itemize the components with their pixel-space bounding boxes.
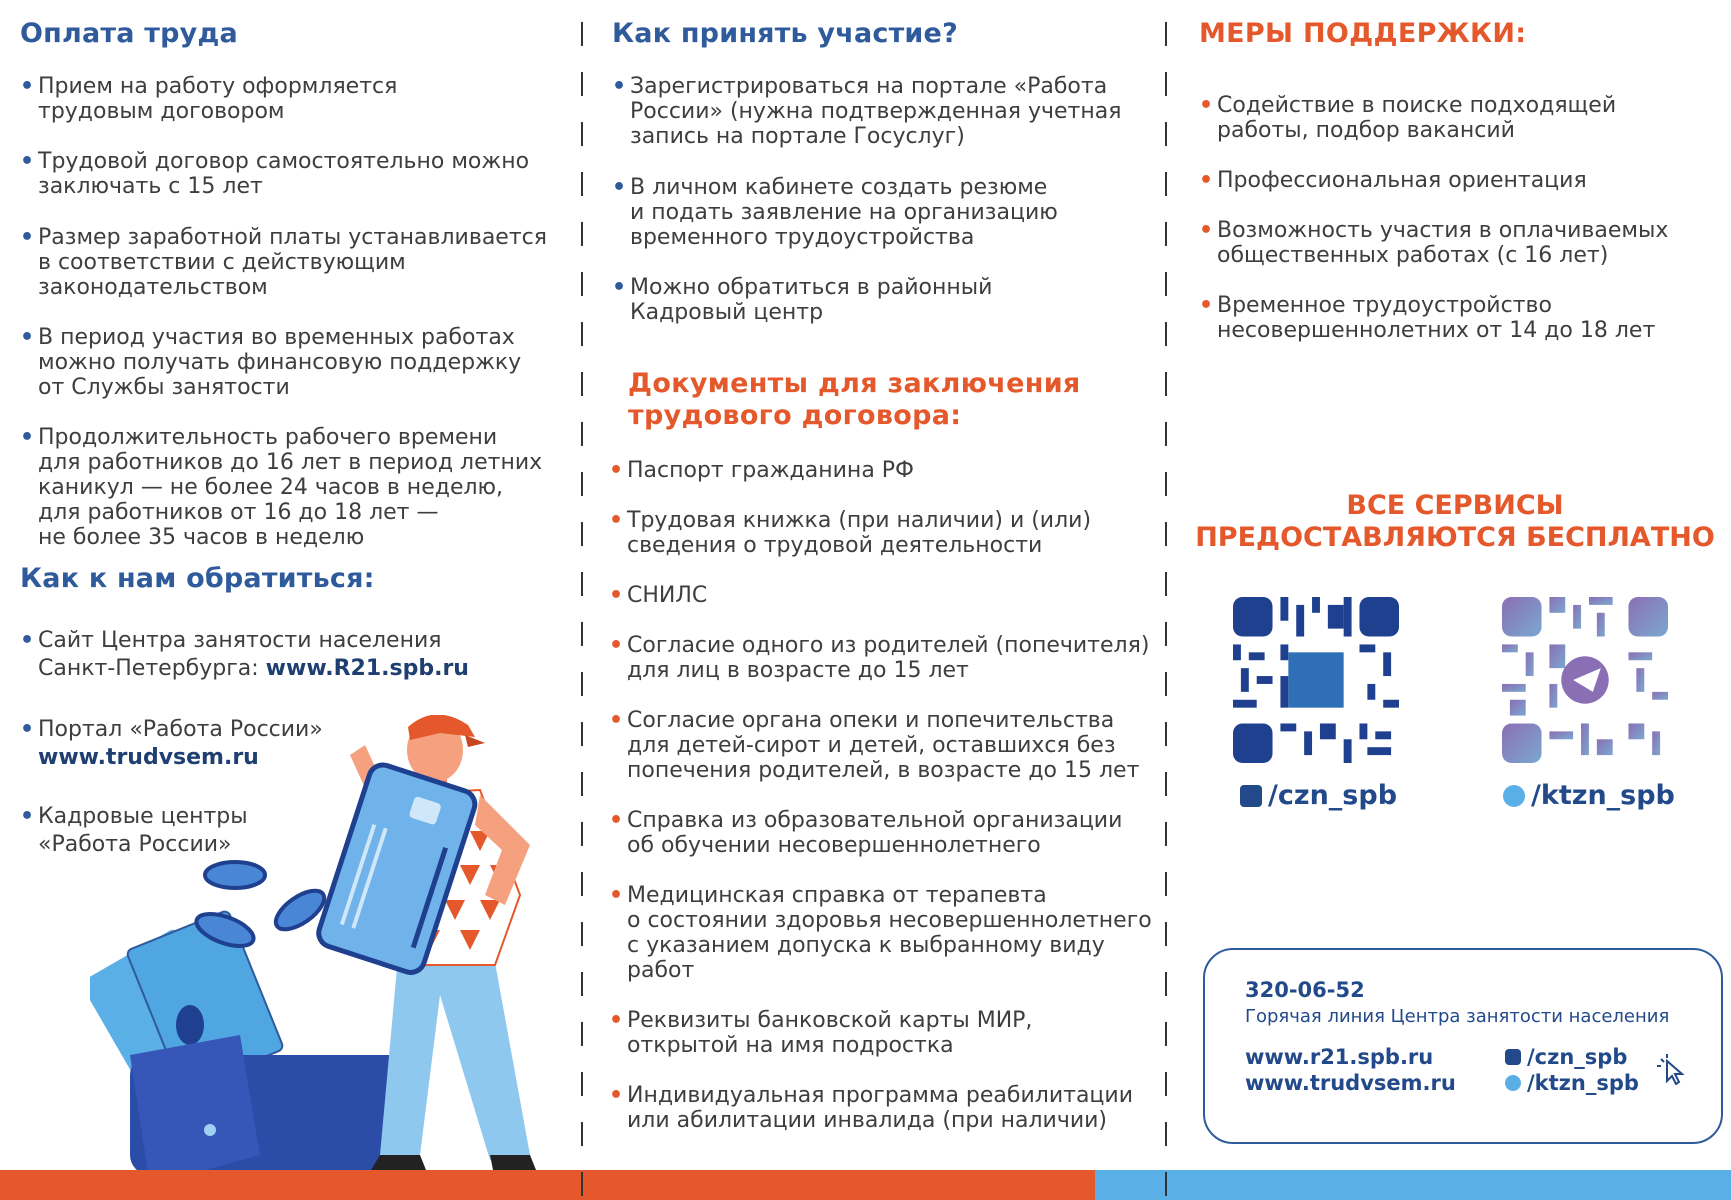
trudvsem-link[interactable]: www.trudvsem.ru [38, 745, 259, 770]
telegram-qr-code[interactable] [1502, 597, 1668, 763]
site-r21-link[interactable]: www.r21.spb.ru [1245, 1045, 1434, 1069]
site-trudvsem-link[interactable]: www.trudvsem.ru [1245, 1071, 1456, 1095]
participate-item: • Можно обратиться в районный Кадровый центр [612, 275, 1170, 325]
telegram-handle[interactable] [1503, 780, 1675, 811]
contact-item-site: • Сайт Центра занятости населения Санкт-Петербурга: www.R21.spb.ru [20, 627, 558, 683]
document-item: • Трудовая книжка (при наличии) и (или) сведения о трудовой деятельности [609, 508, 1187, 558]
pay-item: • Трудовой договор самостоятельно можно заключать с 15 лет [20, 149, 578, 199]
box-telegram-handle[interactable]: /ktzn_spb [1505, 1071, 1639, 1095]
participate-title: Как принять участие? [612, 18, 958, 49]
hotline-phone[interactable]: 320-06-52 [1245, 978, 1365, 1002]
cursor-click-icon [1655, 1053, 1689, 1085]
bottom-bar-orange [0, 1170, 1095, 1200]
vk-handle-text: /czn_spb [1268, 780, 1398, 811]
telegram-handle-text: /ktzn_spb [1531, 780, 1675, 811]
document-item: • Паспорт гражданина РФ [609, 458, 1187, 483]
participate-item: • В личном кабинете создать резюме и подать заявление на организацию временного трудоустройства [612, 175, 1170, 250]
document-item: • Реквизиты банковской карты МИР, открытой на имя подростка [609, 1008, 1187, 1058]
document-item: • Медицинская справка от терапевта о состоянии здоровья несовершеннолетнего с указанием допуска к выбранному виду работ [609, 883, 1187, 983]
free-services-banner: ВСЕ СЕРВИСЫ ПРЕДОСТАВЛЯЮТСЯ БЕСПЛАТНО [1195, 490, 1715, 553]
telegram-icon [1505, 1075, 1521, 1091]
wallet-icon [130, 1035, 410, 1185]
contact-title: Как к нам обратиться: [20, 563, 375, 594]
support-title: МЕРЫ ПОДДЕРЖКИ: [1199, 18, 1527, 49]
document-item: • Согласие органа опеки и попечительства для детей-сирот и детей, оставшихся без попечения родителей, в возрасте до 15 лет [609, 708, 1187, 783]
documents-title: Документы для заключения трудового договора: [628, 368, 1081, 431]
pay-item: • Прием на работу оформляется трудовым договором [20, 74, 578, 124]
vk-handle[interactable] [1240, 780, 1397, 811]
pay-title: Оплата труда [20, 18, 238, 49]
contact-item-portal: • Портал «Работа России» www.trudvsem.ru [20, 716, 558, 772]
column-divider [581, 22, 583, 1200]
vk-qr-code[interactable] [1233, 597, 1399, 763]
pay-item: • Продолжительность рабочего времени для работников до 16 лет в период летних каникул — не более 24 часов в неделю, для работников от 16 до 18 лет — не более 35 часов в неделю [20, 425, 578, 550]
telegram-icon [1503, 785, 1525, 807]
pay-item: • В период участия во временных работах можно получать финансовую поддержку от Службы занятости [20, 325, 578, 400]
support-item: • Возможность участия в оплачиваемых общественных работах (с 16 лет) [1199, 218, 1731, 268]
vk-icon [1240, 785, 1262, 807]
document-item: • Индивидуальная программа реабилитации или абилитации инвалида (при наличии) [609, 1083, 1187, 1133]
vk-icon [1505, 1049, 1521, 1065]
document-item: • СНИЛС [609, 583, 1187, 608]
r21-link[interactable]: www.R21.spb.ru [265, 656, 469, 681]
hotline-label: Горячая линия Центра занятости населения [1245, 1006, 1670, 1027]
pay-item: • Размер заработной платы устанавливается в соответствии с действующим законодательством [20, 225, 578, 300]
contact-item-centers: • Кадровые центры «Работа России» [20, 803, 558, 859]
participate-item: • Зарегистрироваться на портале «Работа России» (нужна подтвержденная учетная запись на портале Госуслуг) [612, 74, 1170, 149]
box-vk-handle[interactable]: /czn_spb [1505, 1045, 1627, 1069]
document-item: • Справка из образовательной организации об обучении несовершеннолетнего [609, 808, 1187, 858]
document-item: • Согласие одного из родителей (попечителя) для лиц в возрасте до 15 лет [609, 633, 1187, 683]
support-item: • Содействие в поиске подходящей работы, подбор вакансий [1199, 93, 1731, 143]
support-item: • Профессиональная ориентация [1199, 168, 1731, 193]
bottom-bar-blue [1095, 1170, 1731, 1200]
worker-illustration [90, 715, 580, 1185]
support-item: • Временное трудоустройство несовершеннолетних от 14 до 18 лет [1199, 293, 1731, 343]
